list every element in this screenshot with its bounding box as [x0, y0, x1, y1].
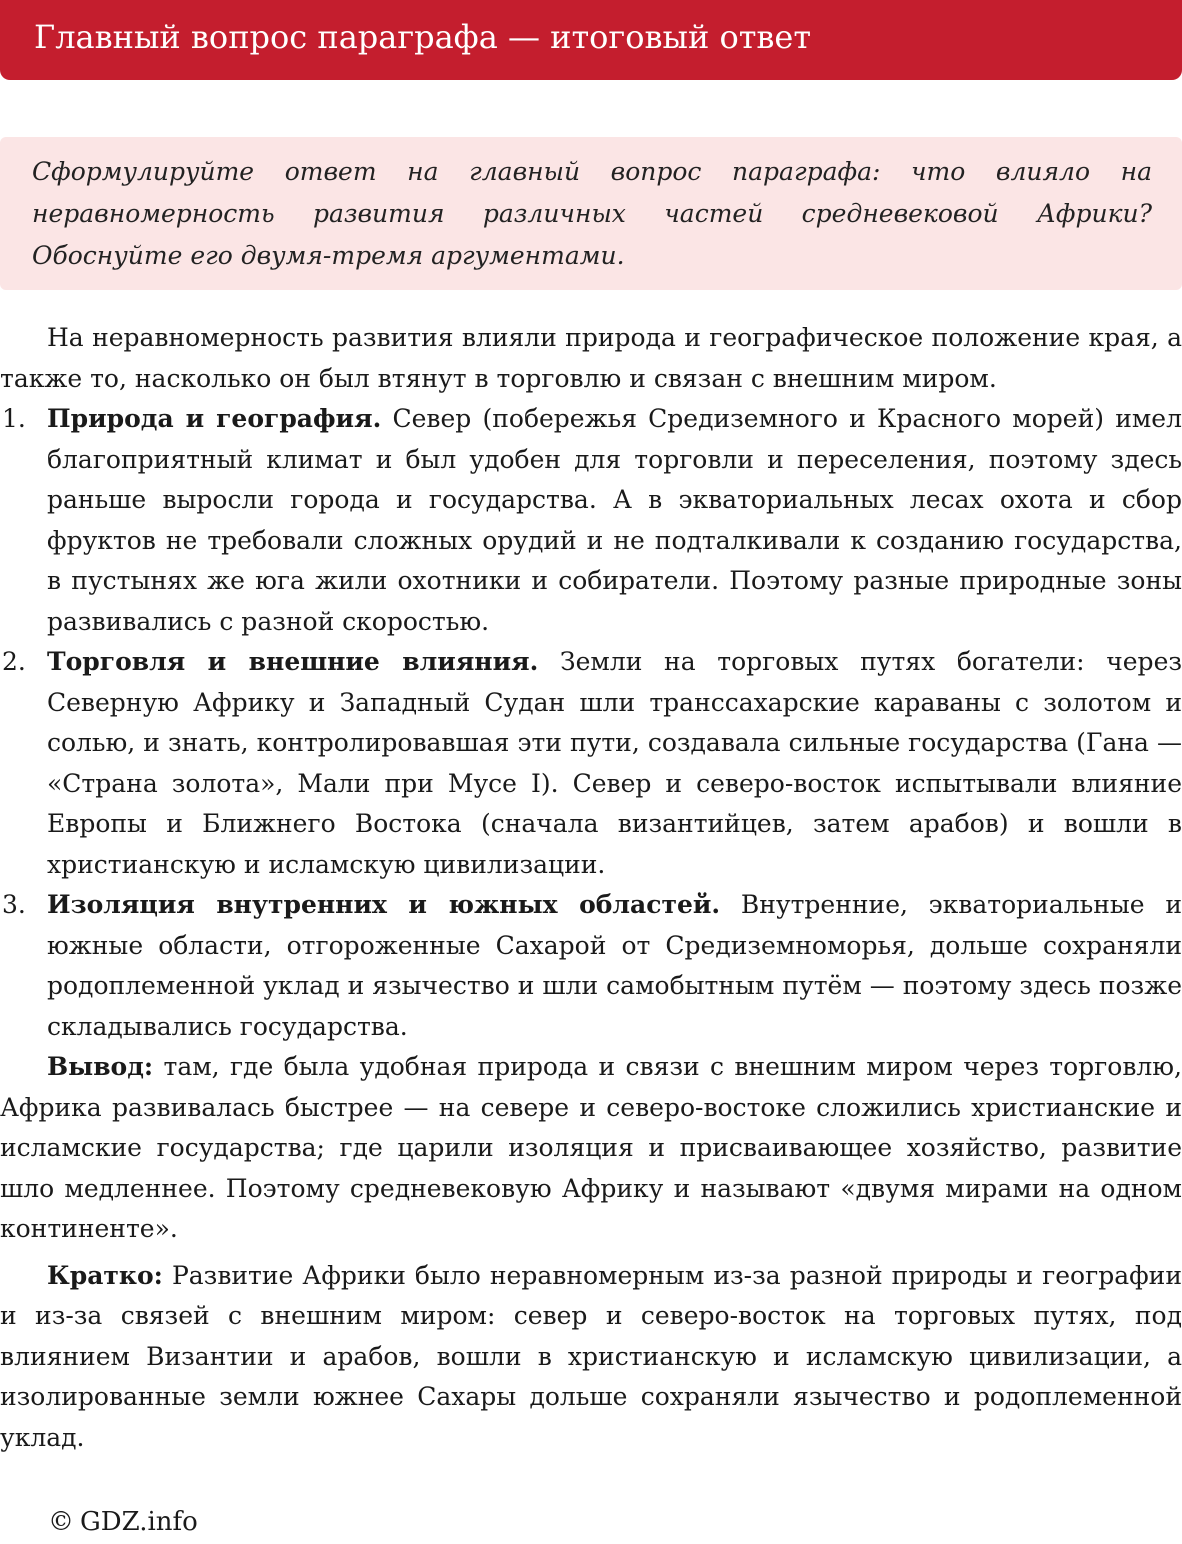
- page-title: Главный вопрос параграфа — итоговый ответ: [34, 18, 812, 56]
- summary-text: Развитие Африки было неравномерным из-за разной природы и географии и из-за связей с внешним миром: север и северо-восток на торговых путях, под влиянием Византии и арабов, вошли в христианскую и исламскую цивилизации, а изолированные земли южнее Сахары дольше сохраняли язычество и родоплеменной уклад.: [0, 1260, 1182, 1452]
- argument-list: [0, 399, 1182, 1047]
- argument-number: 1.: [2, 404, 26, 433]
- conclusion-paragraph: [0, 1047, 1182, 1250]
- argument-item-3: [0, 885, 1182, 1047]
- answer-content: [0, 318, 1182, 1458]
- argument-text: Земли на торговых путях богатели: через Северную Африку и Западный Судан шли транссахарские караваны с золотом и солью, и знать, контролировавшая эти пути, создавала сильные государства (Гана — «Страна золота», Мали при Мусе I). Север и северо-восток испытывали влияние Европы и Ближнего Востока (сначала византийцев, затем арабов) и вошли в христианскую и исламскую цивилизации.: [47, 647, 1182, 879]
- footer-credit: [48, 1502, 198, 1542]
- intro-paragraph: На неравномерность развития влияли природа и географическое положение края, а также то, насколько он был втянут в торговлю и связан с внешним миром.: [0, 323, 1182, 393]
- argument-heading: Изоляция внутренних и южных областей.: [47, 890, 721, 919]
- footer-text: GDZ.info: [80, 1507, 198, 1537]
- argument-number: 2.: [2, 647, 26, 676]
- question-text: Сформулируйте ответ на главный вопрос параграфа: что влияло на неравномерность развития различных частей средневековой Африки? Обоснуйте его двумя-тремя аргументами.: [32, 157, 1152, 270]
- question-box: [0, 137, 1182, 290]
- header-banner: [0, 0, 1182, 80]
- conclusion-text: там, где была удобная природа и связи с внешним миром через торговлю, Африка развивалась быстрее — на севере и северо-востоке сложились христианские и исламские государства; где царили изоляция и присваивающее хозяйство, развитие шло медленнее. Поэтому средневековую Африку и называют «двумя мирами на одном континенте».: [0, 1052, 1182, 1243]
- argument-text: Север (побережья Средиземного и Красного морей) имел благоприятный климат и был удобен для торговли и переселения, поэтому здесь раньше выросли города и государства. А в экваториальных лесах охота и сбор фруктов не требовали сложных орудий и не подталкивали к созданию государства, в пустынях же юга жили охотники и собиратели. Поэтому разные природные зоны развивались с разной скоростью.: [47, 404, 1182, 636]
- argument-heading: Торговля и внешние влияния.: [47, 647, 539, 676]
- copyright-icon: ©: [48, 1507, 74, 1537]
- argument-number: 3.: [2, 890, 26, 919]
- summary-paragraph: [0, 1256, 1182, 1459]
- argument-item-2: [0, 642, 1182, 885]
- argument-heading: Природа и география.: [47, 404, 382, 433]
- argument-item-1: [0, 399, 1182, 642]
- conclusion-label: Вывод:: [47, 1052, 154, 1081]
- summary-label: Кратко:: [47, 1260, 163, 1290]
- argument-text: Внутренние, экваториальные и южные области, отгороженные Сахарой от Средиземноморья, дольше сохраняли родоплеменной уклад и язычество и шли самобытным путём — поэтому здесь позже складывались государства.: [47, 890, 1182, 1041]
